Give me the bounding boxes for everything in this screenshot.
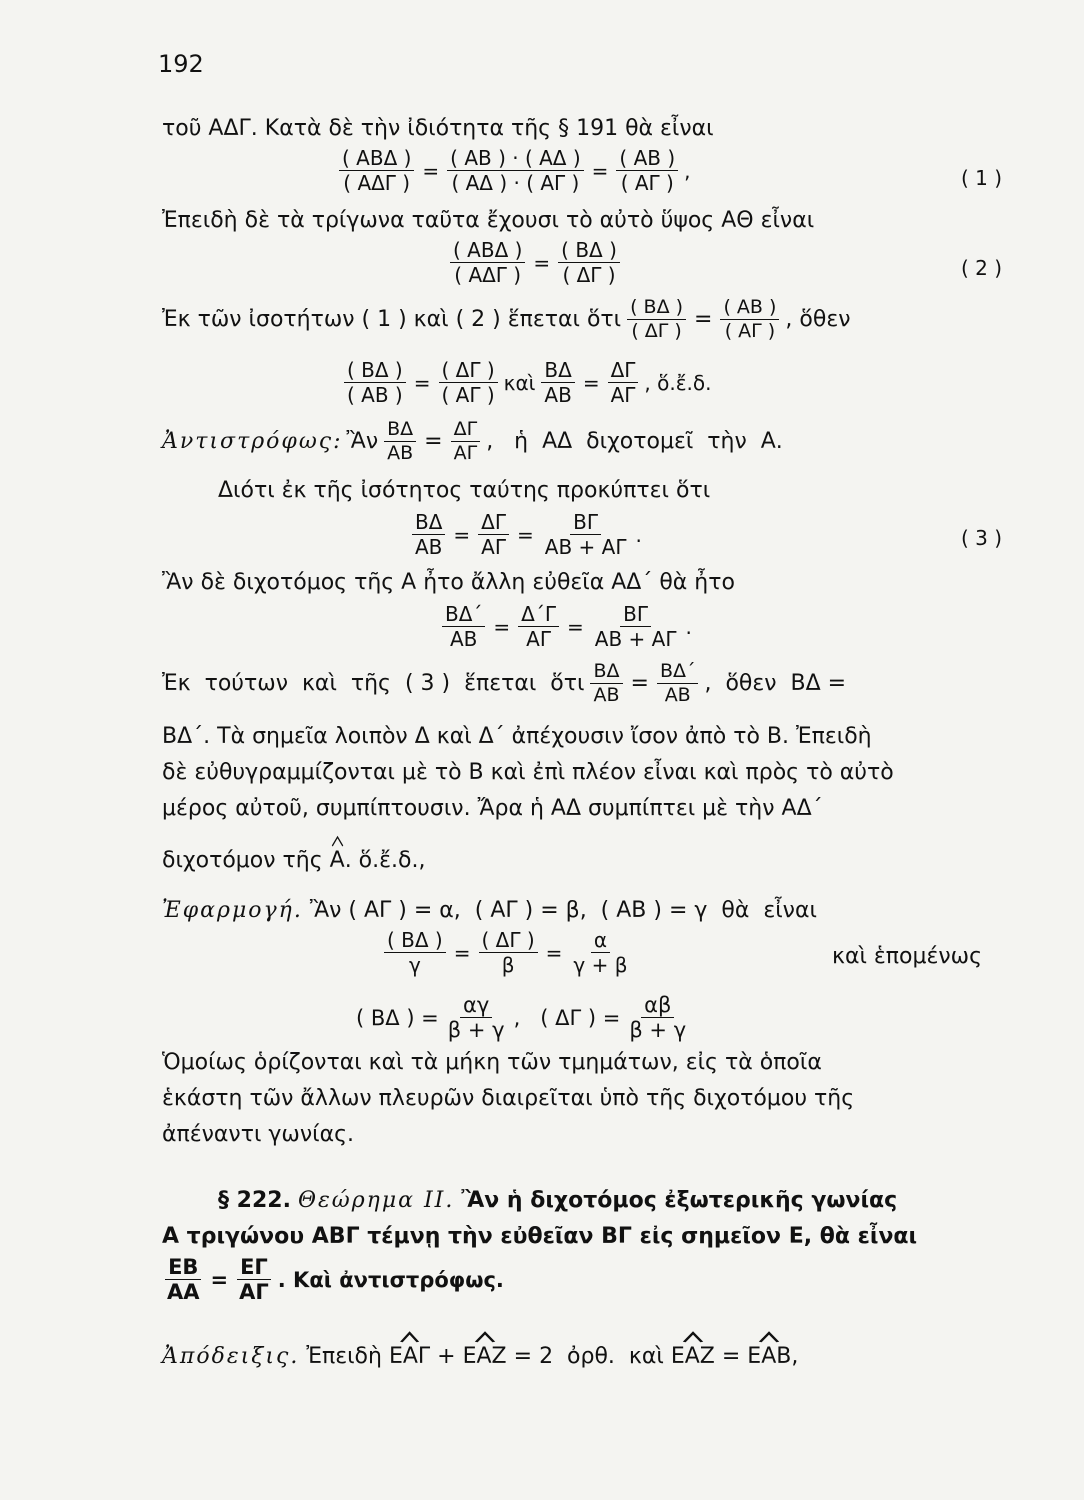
text-line: ἑκάστη τῶν ἄλλων πλευρῶν διαιρεῖται ὑπὸ τῆς διχοτόμου τῆς	[162, 1086, 855, 1111]
text-line: ἀπέναντι γωνίας.	[162, 1122, 354, 1147]
text-line: τοῦ ΑΔΓ. Κατὰ δὲ τὴν ἰδιότητα τῆς § 191 θὰ εἶναι	[162, 116, 714, 141]
angle-symbol: ΕΑΖ	[671, 1344, 715, 1369]
fraction: $\frac{( B\Delta )}{( AB )}$	[344, 360, 406, 406]
fraction: $\frac{( AB )}{( A\Gamma )}$	[616, 148, 678, 194]
text-line-with-fractions: Ἀντιστρόφως: Ἂν $\frac{B\Delta}{AB}$ = $\frac{\Delta\Gamma}{A\Gamma}$ , ἡ ΑΔ διχοτομεῖ τὴν Α.	[162, 418, 783, 464]
theorem-text: Α τριγώνου ΑΒΓ τέμνῃ τὴν εὐθεῖαν ΒΓ εἰς σημεῖον Ε, θὰ εἶναι	[162, 1224, 918, 1249]
text-line: Ἂν δὲ διχοτόμος τῆς Α ἦτο ἄλλη εὐθεῖα ΑΔ΄ θὰ ἦτο	[162, 570, 735, 595]
proof-line: Ἀπόδειξις. Ἐπειδὴ ΕΑΓ + ΕΑΖ = 2 ὀρθ. καὶ ΕΑΖ = ΕΑΒ,	[162, 1344, 798, 1369]
fraction: $\frac{\Delta\Gamma}{A\Gamma}$	[608, 360, 639, 406]
text-fragment: καὶ ἑπομένως	[832, 944, 983, 969]
theorem-equation: $\frac{EB}{AA}$ = $\frac{E\Gamma}{A\Gamma}$ . Καὶ ἀντιστρόφως.	[162, 1256, 504, 1304]
fraction: $\frac{( AB )}{( A\Gamma )}$	[720, 298, 779, 342]
fraction: $\frac{( B\Delta )}{( \Delta\Gamma )}$	[558, 240, 620, 286]
fraction: $\frac{B\Delta}{AB}$	[541, 360, 574, 406]
equation-6: $\frac{( B\Delta )}{\gamma}$ = $\frac{( \Delta\Gamma )}{\beta}$ = $\frac{\alpha}{\gamma + \beta}$	[382, 930, 633, 976]
equation-number: ( 2 )	[960, 256, 1002, 280]
fraction: $\frac{B\Delta΄}{AB}$	[657, 662, 699, 706]
text-line: Διότι ἐκ τῆς ἰσότητος ταύτης προκύπτει ὅτι	[218, 478, 711, 503]
fraction: $\frac{\text{( ΑΒΔ )}}{\text{( ΑΔΓ )}}$	[450, 240, 525, 286]
fraction: $\frac{\alpha}{\gamma + \beta}$	[573, 928, 628, 977]
text-line: διχοτόμον τῆς Α. ὅ.ἔ.δ.,	[162, 848, 425, 873]
fraction: $\frac{B\Delta}{AB}$	[384, 420, 416, 464]
text-line: δὲ εὐθυγραμμίζονται μὲ τὸ Β καὶ ἐπὶ πλέον εἶναι καὶ πρὸς τὸ αὐτὸ	[162, 760, 894, 785]
text-line: Ἐπειδὴ δὲ τὰ τρίγωνα ταῦτα ἔχουσι τὸ αὐτὸ ὕψος ΑΘ εἶναι	[162, 208, 815, 233]
equation-number: ( 1 )	[960, 166, 1002, 190]
fraction: $\frac{( \Delta\Gamma )}{\beta}$	[479, 930, 538, 976]
text-line: Ἐφαρμογή. Ἂν ( ΑΓ ) = α, ( ΑΓ ) = β, ( ΑΒ ) = γ θὰ εἶναι	[162, 898, 817, 923]
theorem-heading: § 222. Θεώρημα ΙΙ. Ἂν ἡ διχοτόμος ἐξωτερικῆς γωνίας	[218, 1188, 898, 1213]
equation-7: ( ΒΔ ) = $\frac{\alpha\gamma}{\beta + \gamma}$ , ( ΔΓ ) = $\frac{\alpha\beta}{\beta + \gamma}$	[356, 994, 691, 1042]
text-line: ΒΔ΄. Τὰ σημεῖα λοιπὸν Δ καὶ Δ΄ ἀπέχουσιν ἴσον ἀπὸ τὸ Β. Ἐπειδὴ	[162, 724, 872, 749]
fraction: $\frac{EB}{AA}$	[167, 1255, 200, 1305]
fraction: $\frac{B\Delta}{AB}$	[590, 662, 622, 706]
angle-symbol: Α	[330, 848, 345, 873]
fraction: $\frac{\text{( ΑΒΔ )}}{\text{( ΑΔΓ )}}$	[339, 148, 414, 194]
angle-symbol: ΕΑΓ	[389, 1344, 430, 1369]
equation-5: $\frac{B\Delta΄}{AB}$ = $\frac{\Delta΄\Gamma}{A\Gamma}$ = $\frac{B\Gamma}{AB + A\Gamma}$ .	[440, 604, 692, 650]
page-number: 192	[158, 50, 204, 78]
text-line-with-fractions: Ἐκ τούτων καὶ τῆς ( 3 ) ἕπεται ὅτι $\frac{B\Delta}{AB}$ = $\frac{B\Delta΄}{AB}$ , ὅθεν ΒΔ =	[162, 660, 847, 706]
text-line-with-fractions: Ἐκ τῶν ἰσοτήτων ( 1 ) καὶ ( 2 ) ἕπεται ὅτι $\frac{( B\Delta )}{( \Delta\Gamma )}$ = $\frac{( AB )}{( A\Gamma )}$ , ὅθεν	[162, 296, 851, 342]
angle-symbol: ΕΑΒ	[747, 1344, 791, 1369]
fraction: $\frac{( B\Delta )}{( \Delta\Gamma )}$	[627, 298, 686, 342]
fraction: $\frac{( AB ) \cdot ( A\Delta )}{( A\Delta ) \cdot ( A\Gamma )}$	[447, 148, 583, 194]
equation-3: $\frac{( B\Delta )}{( AB )}$ = $\frac{( \Delta\Gamma )}{( A\Gamma )}$ καὶ $\frac{B\Delta}{AB}$ = $\frac{\Delta\Gamma}{A\Gamma}$ , ὅ.ἔ.δ.	[342, 360, 711, 406]
fraction: $\frac{\Delta΄\Gamma}{A\Gamma}$	[518, 604, 559, 650]
text-line: μέρος αὐτοῦ, συμπίπτουσιν. Ἄρα ἡ ΑΔ συμπίπτει μὲ τὴν ΑΔ΄	[162, 796, 823, 821]
angle-symbol: ΕΑΖ	[463, 1344, 507, 1369]
fraction: $\frac{B\Gamma}{AB + A\Gamma}$	[594, 602, 677, 651]
fraction: $\frac{B\Gamma}{AB + A\Gamma}$	[544, 510, 627, 559]
text-line: Ὁμοίως ὁρίζονται καὶ τὰ μήκη τῶν τμημάτων, εἰς τὰ ὁποῖα	[162, 1050, 822, 1075]
fraction: $\frac{B\Delta}{AB}$	[412, 512, 445, 558]
fraction: $\frac{\alpha\gamma}{\beta + \gamma}$	[447, 993, 505, 1043]
equation-number: ( 3 )	[960, 526, 1002, 550]
equation-2: $\frac{\text{( ΑΒΔ )}}{\text{( ΑΔΓ )}}$ = $\frac{( B\Delta )}{( \Delta\Gamma )}$	[448, 240, 622, 286]
equation-4: $\frac{B\Delta}{AB}$ = $\frac{\Delta\Gamma}{A\Gamma}$ = $\frac{B\Gamma}{AB + A\Gamma}$ .	[410, 512, 642, 558]
fraction: $\frac{\Delta\Gamma}{A\Gamma}$	[451, 420, 481, 464]
fraction: $\frac{( \Delta\Gamma )}{( A\Gamma )}$	[439, 360, 498, 406]
equation-1: $\frac{\text{( ΑΒΔ )}}{\text{( ΑΔΓ )}}$ = $\frac{( AB ) \cdot ( A\Delta )}{( A\Delta ) \cdot ( A\Gamma )}$ = $\frac{( AB )}{( A\Gamma )}$ ,	[337, 148, 691, 194]
fraction: $\frac{E\Gamma}{A\Gamma}$	[236, 1256, 272, 1304]
fraction: $\frac{( B\Delta )}{\gamma}$	[384, 930, 446, 976]
fraction: $\frac{\Delta\Gamma}{A\Gamma}$	[478, 512, 509, 558]
fraction: $\frac{B\Delta΄}{AB}$	[442, 604, 485, 650]
fraction: $\frac{\alpha\beta}{\beta + \gamma}$	[629, 993, 687, 1043]
